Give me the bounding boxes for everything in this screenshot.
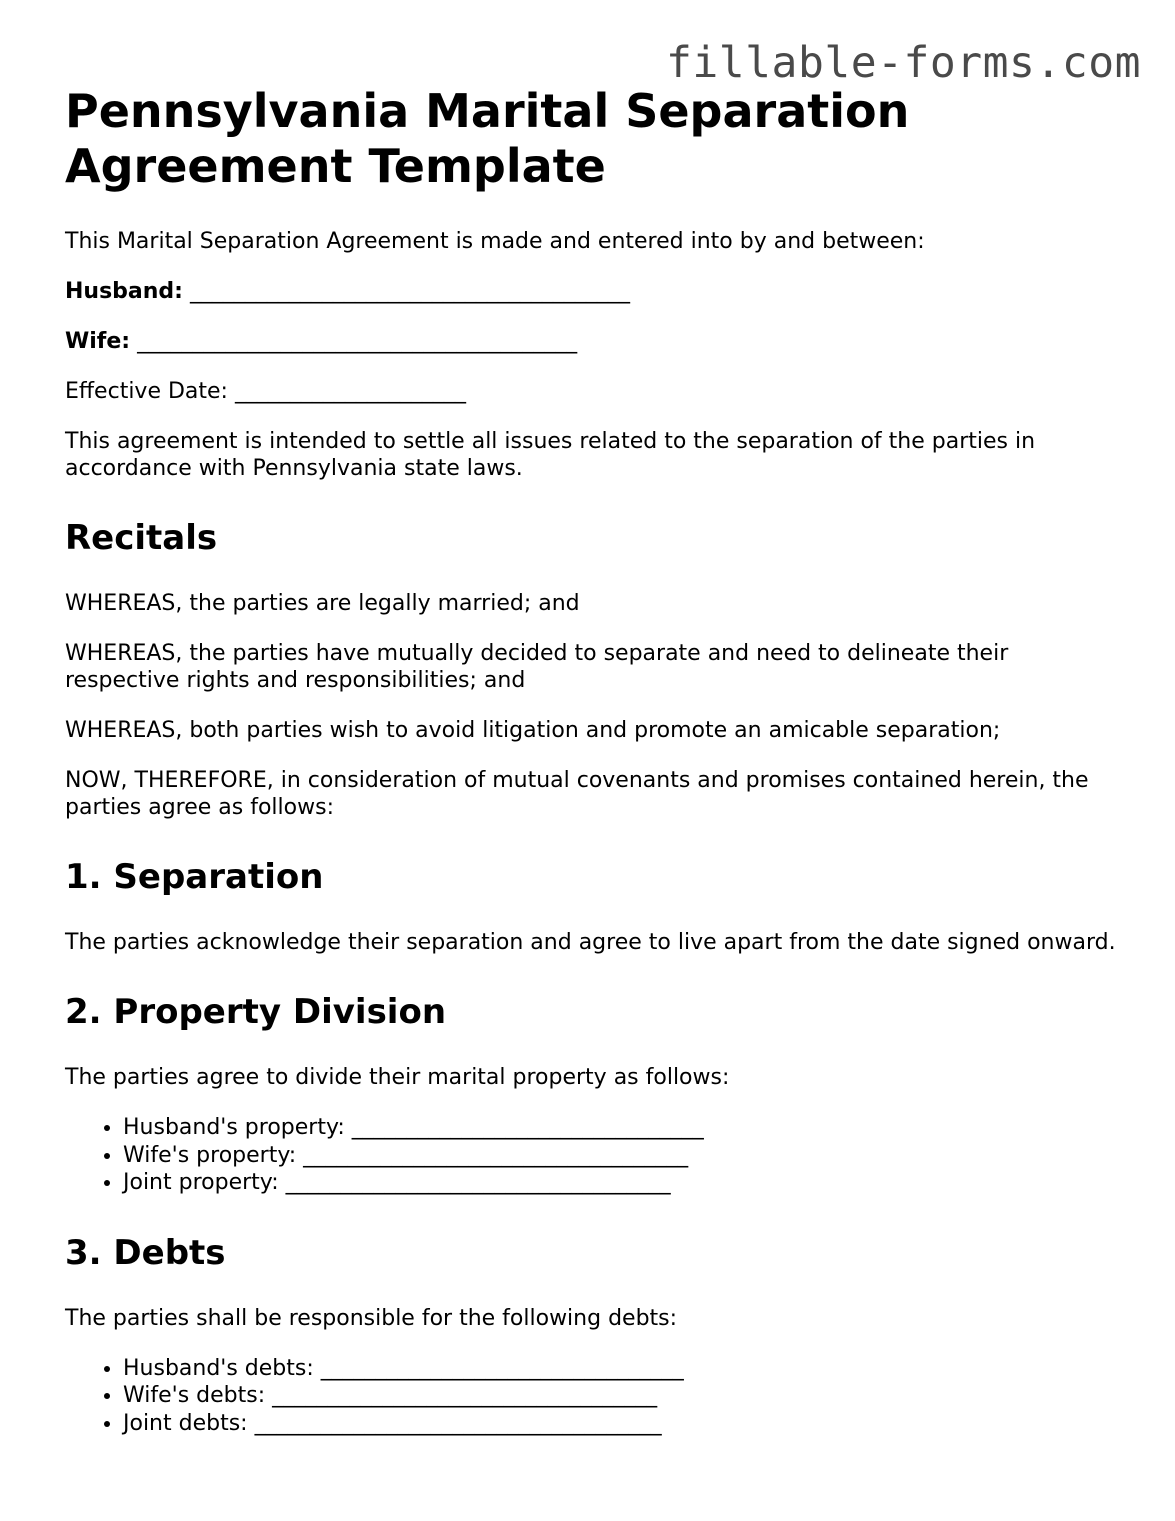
debts-intro: The parties shall be responsible for the following debts: xyxy=(65,1305,678,1331)
purpose-paragraph: This agreement is intended to settle all issues related to the separation of the parties in accordance with Pennsylvania state laws. xyxy=(65,429,1036,481)
wife-field xyxy=(65,328,1125,355)
list-item[interactable]: • Wife's debts: ___________________________________ xyxy=(123,1382,1125,1410)
document-page xyxy=(65,84,1125,1437)
list-item[interactable]: • Wife's property: ___________________________________ xyxy=(123,1142,1125,1170)
document-title: Pennsylvania Marital Separation Agreement Template xyxy=(65,84,910,193)
recital-paragraph: WHEREAS, the parties have mutually decided to separate and need to delineate their respective rights and responsibilities; and xyxy=(65,641,1009,693)
recitals-heading: Recitals xyxy=(65,518,218,558)
list-item[interactable]: • Husband's debts: _________________________________ xyxy=(123,1355,1125,1383)
recital-paragraph: WHEREAS, both parties wish to avoid litigation and promote an amicable separation; xyxy=(65,718,1001,743)
separation-heading: 1. Separation xyxy=(65,857,324,897)
separation-paragraph: The parties acknowledge their separation and agree to live apart from the date signed onward. xyxy=(65,930,1116,955)
property-list xyxy=(65,1114,1125,1197)
recital-paragraph: NOW, THEREFORE, in consideration of mutual covenants and promises contained herein, the parties agree as follows: xyxy=(65,768,1089,820)
effective-date-field xyxy=(65,378,1125,405)
debts-heading: 3. Debts xyxy=(65,1232,226,1273)
husband-blank[interactable]: ________________________________________ xyxy=(189,279,630,304)
list-item[interactable]: • Joint property: ___________________________________ xyxy=(123,1169,1125,1197)
property-heading: 2. Property Division xyxy=(65,992,447,1032)
recital-paragraph: WHEREAS, the parties are legally married; and xyxy=(65,591,580,616)
wife-blank[interactable]: ________________________________________ xyxy=(137,329,578,354)
intro-paragraph: This Marital Separation Agreement is made and entered into by and between: xyxy=(65,229,925,254)
list-item[interactable]: • Joint debts: _____________________________________ xyxy=(123,1410,1125,1438)
list-item[interactable]: • Husband's property: ________________________________ xyxy=(123,1114,1125,1142)
husband-field xyxy=(65,278,1125,305)
effective-date-label: Effective Date: xyxy=(65,379,228,404)
debts-list xyxy=(65,1355,1125,1438)
property-intro: The parties agree to divide their marital property as follows: xyxy=(65,1065,730,1090)
effective-date-blank[interactable]: _____________________ xyxy=(234,379,466,404)
wife-label: Wife: xyxy=(65,329,131,354)
watermark-text: fillable-forms.com xyxy=(666,38,1141,88)
husband-label: Husband: xyxy=(65,279,183,304)
